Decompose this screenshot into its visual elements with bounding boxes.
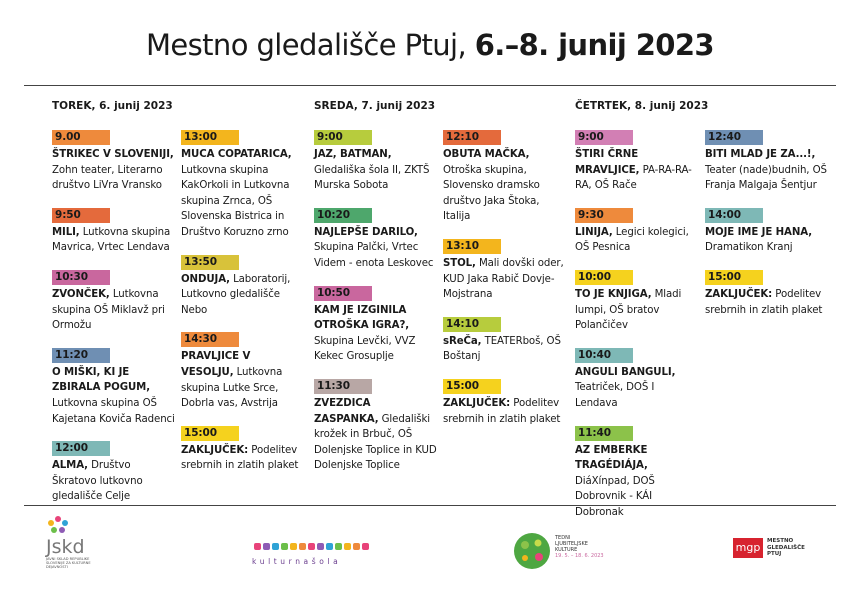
time-badge: 12:10 <box>443 130 501 145</box>
time-badge: 14:10 <box>443 317 501 332</box>
kulturna-sola-figures-icon <box>252 541 370 551</box>
schedule-item <box>443 317 567 365</box>
show-title: TO JE KNJIGA, <box>575 288 652 300</box>
time-badge: 10:20 <box>314 208 372 223</box>
item-description <box>181 443 305 474</box>
time-badge: 15:00 <box>705 270 763 285</box>
schedule-item <box>705 208 829 256</box>
item-description <box>575 365 699 412</box>
show-title: ZAKLJUČEK: <box>705 288 773 300</box>
show-details: Podelitev srebrnih in zlatih plaket <box>181 444 299 472</box>
schedule-item <box>314 130 438 194</box>
tedni-dates: 19. 5. – 18. 6. 2023 <box>555 553 604 559</box>
item-description <box>314 303 438 365</box>
show-title: sReČa, <box>443 335 482 347</box>
item-description <box>314 147 438 194</box>
item-description <box>705 225 829 256</box>
item-description <box>443 147 567 225</box>
show-details: Lutkovna skupina KakOrkoli in Lutkovna skupina Zrnca, OŠ Slovenska Bistrica in Društvo Koruzno zrno <box>181 164 290 238</box>
kulturna-sola-wordmark: kulturnašola <box>252 557 342 566</box>
schedule-item <box>52 270 176 334</box>
show-details: Lutkovna skupina OŠ Kajetana Koviča Radenci <box>52 397 175 425</box>
show-details: Skupina Levčki, VVZ Kekec Grosuplje <box>314 335 416 363</box>
jskd-wordmark: Jskd <box>46 536 85 558</box>
show-title: JAZ, BATMAN, <box>314 149 392 160</box>
show-title: MUCA COPATARICA, <box>181 149 292 160</box>
item-description <box>314 396 438 474</box>
show-title: ZAKLJUČEK: <box>443 397 511 409</box>
show-title: ALMA, <box>52 460 88 472</box>
item-description <box>575 225 699 256</box>
show-title: OBUTA MAČKA, <box>443 149 530 160</box>
schedule-column-tuesday-afternoon <box>181 130 305 488</box>
jskd-subtitle: JAVNI SKLAD REPUBLIKE SLOVENIJE ZA KULTURNE DEJAVNOSTI <box>46 557 91 570</box>
show-details: Lutkovna skupina OŠ Miklavž pri Ormožu <box>52 288 165 332</box>
bottom-divider <box>24 505 836 506</box>
item-description <box>52 225 176 256</box>
show-details: Društvo Škratovo lutkovno gledališče Celje <box>52 460 143 503</box>
mgp-line-2: GLEDALIŠČE <box>767 544 805 551</box>
show-title: KAM JE IZGINILA OTROŠKA IGRA?, <box>314 304 410 332</box>
show-details: Teater (nade)budnih, OŠ Franja Malgaja Šentjur <box>705 164 827 192</box>
show-title: ŠTRIKEC V SLOVENIJI, <box>52 149 174 160</box>
tedni-wreath-icon <box>512 531 552 571</box>
item-description <box>52 365 176 427</box>
item-description <box>443 334 567 365</box>
schedule-item <box>575 130 699 194</box>
item-description <box>575 443 699 521</box>
time-badge: 14:00 <box>705 208 763 223</box>
schedule-item <box>181 130 305 241</box>
time-badge: 12:40 <box>705 130 763 145</box>
item-description <box>705 287 829 318</box>
show-title: PRAVLJICE V VESOLJU, <box>181 351 251 378</box>
show-details: Skupina Palčki, Vrtec Videm - enota Leskovec <box>314 242 434 269</box>
time-badge: 14:30 <box>181 332 239 347</box>
time-badge: 11:30 <box>314 379 372 394</box>
jskd-logo <box>46 515 98 570</box>
show-details: Gledališki krožek in Brbuč, OŠ Dolenjske Toplice in KUD Dolenjske Toplice <box>314 413 437 472</box>
item-description <box>181 349 305 411</box>
time-badge: 11:20 <box>52 348 110 363</box>
schedule-item <box>443 379 567 427</box>
item-description <box>575 147 699 194</box>
time-badge: 13:00 <box>181 130 239 145</box>
time-badge: 15:00 <box>443 379 501 394</box>
time-badge: 9:00 <box>575 130 633 145</box>
item-description <box>181 272 305 319</box>
show-details: Legici kolegici, OŠ Pesnica <box>575 226 689 254</box>
time-badge: 10:30 <box>52 270 110 285</box>
schedule-item <box>575 348 699 412</box>
show-details: DiáXínpad, DOŠ Dobrovnik - KÁI Dobronak <box>575 475 655 518</box>
schedule-item <box>575 208 699 256</box>
item-description <box>314 225 438 272</box>
show-details: PA-RA-RA-RA, OŠ Rače <box>575 164 692 192</box>
schedule-column-tuesday-morning <box>52 130 176 519</box>
schedule-item <box>314 208 438 272</box>
time-badge: 13:50 <box>181 255 239 270</box>
time-badge: 13:10 <box>443 239 501 254</box>
schedule-item <box>575 426 699 521</box>
day-header-tuesday: TOREK, 6. junij 2023 <box>52 100 173 112</box>
schedule-item <box>314 379 438 474</box>
kulturna-sola-logo <box>252 536 370 566</box>
show-details: Lutkovna skupina Lutke Srce, Dobrla vas, Avstrija <box>181 366 283 410</box>
schedule-item <box>575 270 699 334</box>
schedule-item <box>705 130 829 194</box>
mgp-line-1: MESTNO <box>767 538 794 545</box>
show-title: LINIJA, <box>575 226 613 238</box>
show-details: Gledališka šola II, ZKTŠ Murska Sobota <box>314 164 430 192</box>
show-title: ZVEZDICA ZASPANKA, <box>314 397 379 425</box>
time-badge: 9:50 <box>52 208 110 223</box>
schedule-item <box>52 208 176 256</box>
show-title: MOJE IME JE HANA, <box>705 226 813 238</box>
show-title: O MIŠKI, KI JE ZBIRALA POGUM, <box>52 366 150 394</box>
schedule-item <box>52 441 176 505</box>
show-title: ANGULI BANGULI, <box>575 366 676 378</box>
time-badge: 11:40 <box>575 426 633 441</box>
schedule-column-thursday-morning <box>575 130 699 535</box>
show-title: MILI, <box>52 226 80 238</box>
schedule-column-wednesday-morning <box>314 130 438 488</box>
show-title: ZVONČEK, <box>52 288 110 300</box>
show-details: Podelitev srebrnih in zlatih plaket <box>443 397 561 425</box>
tedni-ljubiteljske-kulture-logo <box>512 515 604 571</box>
jskd-flower-icon <box>46 515 70 535</box>
schedule-item <box>443 130 567 225</box>
item-description <box>181 147 305 241</box>
top-divider <box>24 85 836 86</box>
mgp-line-3: PTUJ <box>767 551 782 558</box>
tedni-line-2: LJUBITELJSKE <box>555 541 588 547</box>
time-badge: 10:40 <box>575 348 633 363</box>
day-header-thursday: ČETRTEK, 8. junij 2023 <box>575 100 709 112</box>
show-details: Teatriček, DOŠ I Lendava <box>575 382 655 409</box>
item-description <box>443 256 567 303</box>
schedule-item <box>443 239 567 303</box>
show-details: Mladi lumpi, OŠ bratov Polančičev <box>575 288 682 332</box>
page-title: Mestno gledališče Ptuj, 6.–8. junij 2023 <box>145 28 715 62</box>
show-title: STOL, <box>443 257 476 269</box>
show-details: Otroška skupina, Slovensko dramsko društvo Jaka Štoka, Italija <box>443 164 540 223</box>
schedule-item <box>181 255 305 319</box>
time-badge: 9:30 <box>575 208 633 223</box>
schedule-column-wednesday-afternoon <box>443 130 567 441</box>
tedni-line-3: KULTURE <box>555 547 578 553</box>
show-title: ONDUJA, <box>181 273 230 285</box>
item-description <box>52 458 176 505</box>
time-badge: 9:00 <box>314 130 372 145</box>
schedule-item <box>181 332 305 411</box>
schedule-column-thursday-afternoon <box>705 130 829 332</box>
schedule-item <box>52 130 176 194</box>
item-description <box>705 147 829 194</box>
mgp-mark: mgp <box>733 538 763 558</box>
show-title: AZ EMBERKE TRAGÉDIÁJA, <box>575 444 648 472</box>
mestno-gledalisce-ptuj-logo <box>733 538 805 558</box>
show-details: Laboratorij, Lutkovno gledališče Nebo <box>181 273 291 316</box>
schedule-item <box>705 270 829 318</box>
show-details: Zohn teater, Literarno društvo LiVra Vransko <box>52 164 163 192</box>
day-header-wednesday: SREDA, 7. junij 2023 <box>314 100 436 112</box>
show-title: ŠTIRI ČRNE MRAVLJICE, <box>575 149 640 176</box>
tedni-line-1: TEDNI <box>555 535 571 541</box>
schedule-item <box>52 348 176 427</box>
show-details: TEATERboš, OŠ Boštanj <box>443 335 561 363</box>
show-title: BITI MLAD JE ZA...!, <box>705 149 816 160</box>
time-badge: 10:00 <box>575 270 633 285</box>
time-badge: 15:00 <box>181 426 239 441</box>
show-details: Podelitev srebrnih in zlatih plaket <box>705 288 823 316</box>
show-title: NAJLEPŠE DARILO, <box>314 226 418 238</box>
time-badge: 9.00 <box>52 130 110 145</box>
item-description <box>575 287 699 334</box>
time-badge: 12:00 <box>52 441 110 456</box>
item-description <box>52 287 176 334</box>
schedule-item <box>181 426 305 474</box>
show-details: Mali dovški oder, KUD Jaka Rabič Dovje-Mojstrana <box>443 257 564 301</box>
show-details: Dramatikon Kranj <box>705 242 793 254</box>
item-description <box>52 147 176 194</box>
item-description <box>443 396 567 427</box>
schedule-item <box>314 286 438 365</box>
show-details: Lutkovna skupina Mavrica, Vrtec Lendava <box>52 226 171 254</box>
time-badge: 10:50 <box>314 286 372 301</box>
show-title: ZAKLJUČEK: <box>181 444 249 456</box>
